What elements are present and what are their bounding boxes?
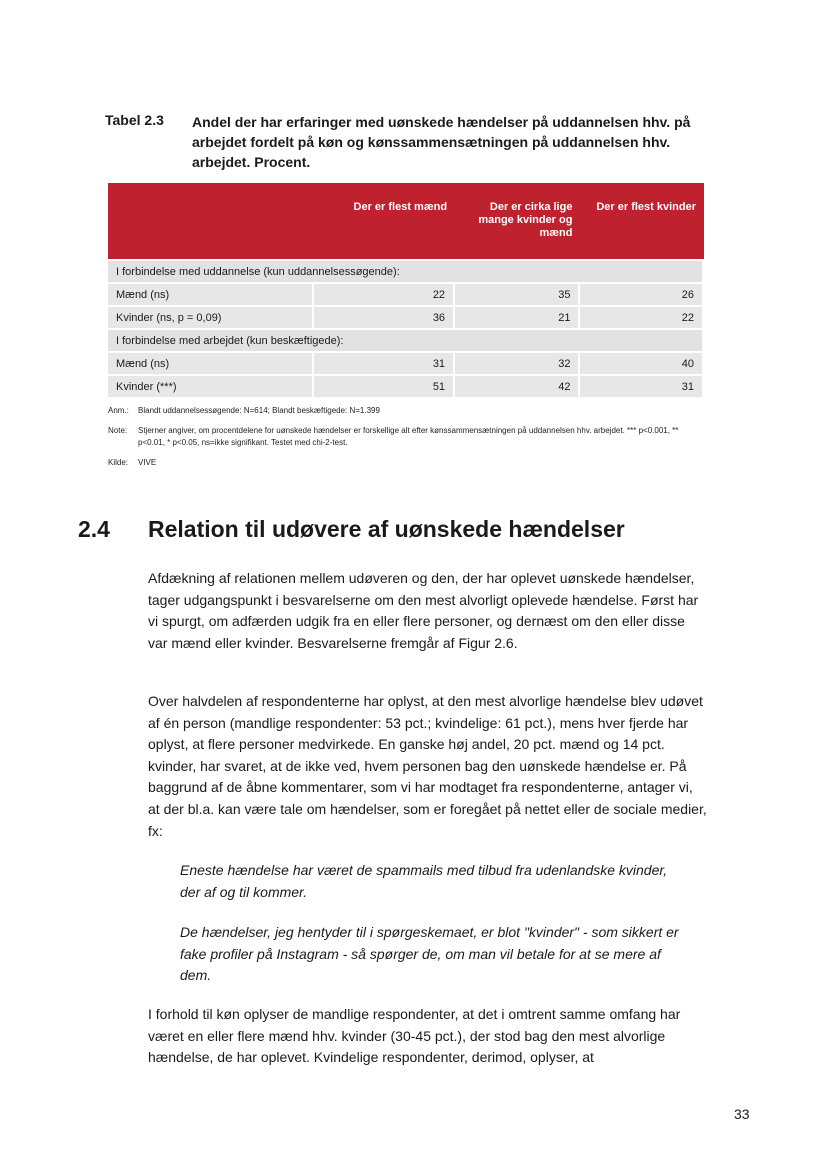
row-label: Mænd (ns) [108,353,314,376]
col-header-flest-maend: Der er flest mænd [314,183,455,259]
table-row [108,284,704,307]
section-label-arbejde: I forbindelse med arbejdet (kun beskæftigede): [108,330,704,353]
cell-value: 40 [580,353,704,376]
row-label: Kvinder (ns, p = 0,09) [108,307,314,330]
quote-2: De hændelser, jeg hentyder til i spørgeskemaet, er blot "kvinder" - som sikkert er fake profiler på Instagram - så spørger de, om man vil betale for at se mere af dem. [180,924,679,984]
cell-value: 42 [455,376,580,399]
table-section-row [108,261,704,284]
note-anm-text: Blandt uddannelsessøgende: N=614; Blandt beskæftigede: N=1.399 [138,406,380,415]
paragraph-3: I forhold til køn oplyser de mandlige respondenter, at det i omtrent samme omfang har været en eller flere mænd hhv. kvinder (30-45 pct.), der stod bag den mest alvorlige hændelse, de har oplevet. Kvindelige respondenter, derimod, oplyser, at [148,1006,681,1066]
table-row [108,307,704,330]
data-table [108,183,704,399]
table-section-row [108,330,704,353]
note-kilde-text: VIVE [138,458,157,467]
table-header-row [108,183,704,259]
section-number: 2.4 [78,516,110,542]
note-kilde-label: Kilde: [108,458,129,467]
col-header-flest-kvinder: Der er flest kvinder [580,183,704,259]
table-caption-number: Tabel 2.3 [105,112,164,128]
row-label: Mænd (ns) [108,284,314,307]
cell-value: 32 [455,353,580,376]
note-anm-label: Anm.: [108,406,129,415]
cell-value: 36 [314,307,455,330]
quote-1: Eneste hændelse har været de spammails med tilbud fra udenlandske kvinder, der af og til kommer. [180,862,668,900]
cell-value: 51 [314,376,455,399]
cell-value: 26 [580,284,704,307]
cell-value: 31 [580,376,704,399]
col-header-lige-mange: Der er cirka lige mange kvinder og mænd [455,183,580,259]
section-title: Relation til udøvere af uønskede hændelser [148,516,625,542]
table-row [108,376,704,399]
cell-value: 21 [455,307,580,330]
table-header-blank [108,183,314,259]
cell-value: 22 [580,307,704,330]
note-note [108,425,704,449]
note-anm [108,405,704,417]
section-label-uddannelse: I forbindelse med uddannelse (kun uddannelsessøgende): [108,261,704,284]
note-note-label: Note: [108,426,128,435]
cell-value: 31 [314,353,455,376]
cell-value: 35 [455,284,580,307]
paragraph-1: Afdækning af relationen mellem udøveren og den, der har oplevet uønskede hændelser, tager udgangspunkt i besvarelserne om den mest alvorligt oplevede hændelse. Først har vi spurgt, om adfærden udgik fra en eller flere personer, og dernæst om den eller disse var mænd eller kvinder. Besvarelserne fremgår af Figur 2.6. [148,570,699,651]
table-caption-title: Andel der har erfaringer med uønskede hændelser på uddannelsen hhv. på arbejdet fordelt på køn og kønssammensætningen på uddannelsen hhv. arbejdet. Procent. [192,114,691,170]
note-kilde [108,457,704,469]
paragraph-2: Over halvdelen af respondenterne har oplyst, at den mest alvorlige hændelse blev udøvet af én person (mandlige respondenter: 53 pct.; kvindelige: 61 pct.), mens hver fjerde har oplyst, at flere personer medvirkede. En ganske høj andel, 20 pct. mænd og 14 pct. kvinder, har svaret, at de ikke ved, hvem personen bag den uønskede hændelse er. På baggrund af de åbne kommentarer, som vi har modtaget fra respondenterne, antager vi, at der bl.a. kan være tale om hændelser, som er foregået på nettet eller de sociale medier, fx: [148,693,707,839]
row-label: Kvinder (***) [108,376,314,399]
cell-value: 22 [314,284,455,307]
table-row [108,353,704,376]
table-notes [108,405,704,477]
note-note-text: Stjerner angiver, om procentdelene for uønskede hændelser er forskellige alt efter kønssammensætningen på uddannelsen hhv. arbejdet. *** p<0.001, ** p<0.01, * p<0.05, ns=ikke signifikant. Testet med chi-2-test. [138,426,679,447]
page-number: 33 [734,1106,750,1122]
